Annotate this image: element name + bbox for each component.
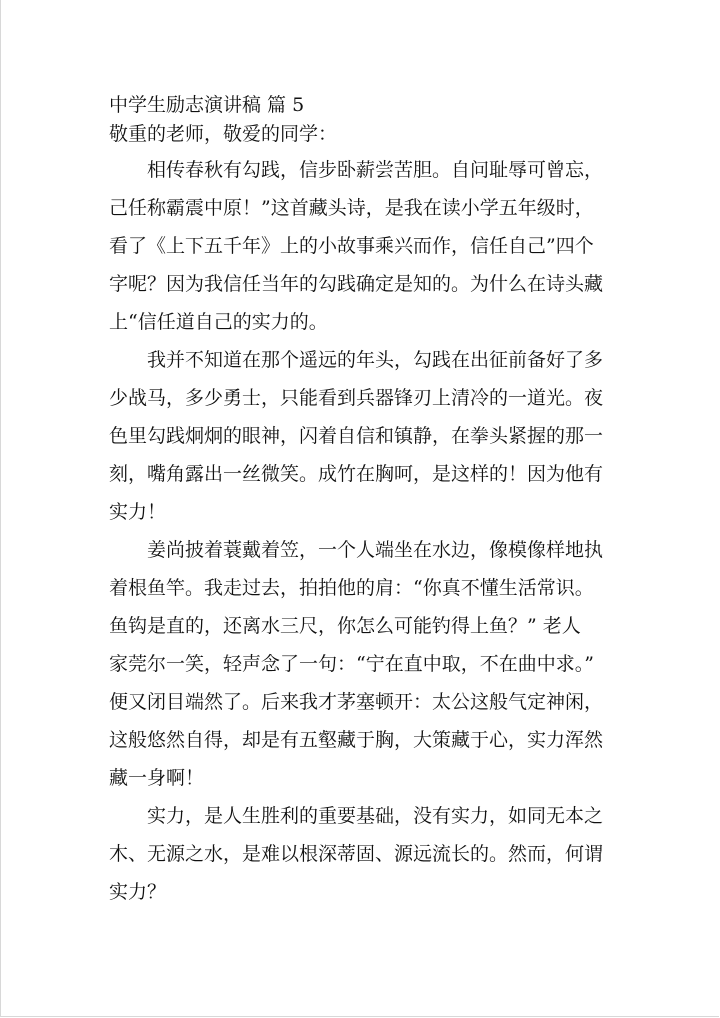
paragraph-line: 己任称霸震中原！”这首藏头诗，是我在读小学五年级时， [109, 197, 594, 219]
paragraph-line: 这般悠然自得，却是有五壑藏于胸，大策藏于心，实力浑然 [109, 729, 604, 751]
paragraph-line: 藏一身啊！ [109, 767, 205, 789]
paragraph-2 [109, 341, 617, 531]
paragraph-line: 姜尚披着蓑戴着笠，一个人端坐在水边，像模像样地执 [147, 539, 604, 561]
paragraph-line: 色里勾践炯炯的眼神，闪着自信和镇静，在拳头紧握的那一 [109, 425, 604, 447]
paragraph-line: 实力，是人生胜利的重要基础，没有实力，如同无本之 [147, 805, 604, 827]
paragraph-line: 实力！ [109, 501, 167, 523]
paragraph-line: 着根鱼竿。我走过去，拍拍他的肩：“你真不懂生活常识。 [109, 577, 594, 599]
paragraph-line: 家莞尔一笑，轻声念了一句：“宁在直中取，不在曲中求。” [109, 653, 594, 675]
paragraph-line: 实力？ [109, 881, 167, 903]
document-title: 中学生励志演讲稿 篇 5 [109, 94, 305, 116]
document-body [109, 92, 617, 911]
paragraph-line: 便又闭目端然了。后来我才茅塞顿开：太公这般气定神闲， [109, 691, 604, 713]
paragraph-line: 少战马，多少勇士，只能看到兵器锋刃上清冷的一道光。夜 [109, 387, 604, 409]
salutation: 敬重的老师，敬爱的同学： [109, 123, 338, 145]
paragraph-line: 刻，嘴角露出一丝微笑。成竹在胸呵，是这样的！因为他有 [109, 463, 604, 485]
paragraph-line: 相传春秋有勾践，信步卧薪尝苦胆。自问耻辱可曾忘， [147, 159, 604, 181]
paragraph-3 [109, 531, 617, 797]
paragraph-line: 我并不知道在那个遥远的年头，勾践在出征前备好了多 [147, 349, 604, 371]
paragraph-line: 字呢？因为我信任当年的勾践确定是知的。为什么在诗头藏 [109, 273, 604, 295]
paragraph-4 [109, 797, 617, 911]
paragraph-line: 上“信任道自己的实力的。 [109, 311, 328, 333]
paragraph-line: 鱼钩是直的，还离水三尺，你怎么可能钓得上鱼？” 老人 [109, 615, 581, 637]
paragraph-line: 看了《上下五千年》上的小故事乘兴而作，信任自己”四个 [109, 235, 594, 257]
paragraph-1 [109, 151, 617, 341]
paragraph-line: 木、无源之水，是难以根深蒂固、源远流长的。然而，何谓 [109, 843, 604, 865]
